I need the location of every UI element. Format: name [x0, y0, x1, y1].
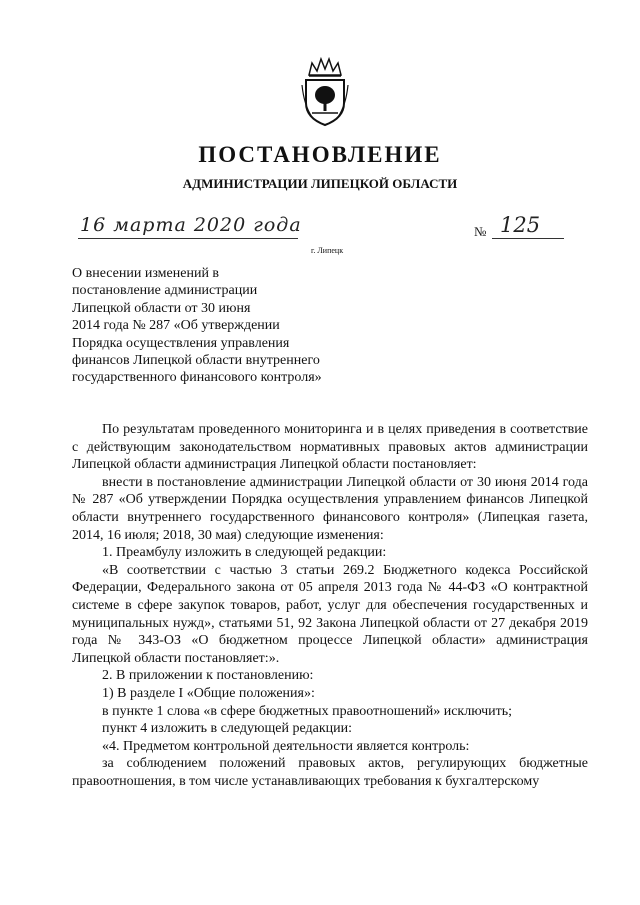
document-body: [72, 421, 588, 790]
subject-block: [72, 265, 342, 387]
body-paragraph: в пункте 1 слова «в сфере бюджетных правоотношений» исключить;: [102, 703, 513, 719]
number-label: №: [474, 224, 487, 239]
body-paragraph: 1. Преамбулу изложить в следующей редакции:: [102, 545, 387, 561]
document-title: ПОСТАНОВЛЕНИЕ: [198, 142, 442, 167]
subject-line: государственного финансового контроля»: [72, 370, 322, 386]
body-paragraph: По результатам проведенного мониторинга и в целях приведения в соответствие с действующим законодательством нормативных правовых актов администрации Липецкой области администрация Липецкой области постановляет:: [72, 422, 588, 473]
body-paragraph: «4. Предметом контрольной деятельности является контроль:: [102, 738, 470, 754]
subject-line: О внесении изменений в: [72, 266, 220, 281]
body-paragraph: за соблюдением положений правовых актов, регулирующих бюджетные правоотношения, в том числе устанавливающих требования к бухгалтерскому: [72, 756, 588, 789]
subject-line: Липецкой области от 30 июня: [72, 300, 251, 316]
subject-line: Порядка осуществления управления: [72, 335, 290, 351]
number-underline: [492, 238, 564, 239]
date-underline: [78, 238, 298, 239]
body-paragraph: «В соответствии с частью 3 статьи 269.2 Бюджетного кодекса Российской Федерации, Федерального закона от 05 апреля 2013 года № 44-ФЗ «О контрактной системе в сфере закупок товаров, работ, услуг для обеспечения государственных и муниципальных нужд», статьями 51, 92 Закона Липецкой области от 27 декабря 2019 года № 343-ОЗ «О бюджетном процессе Липецкой области» администрация Липецкой области постановляет:».: [72, 562, 588, 666]
body-paragraph: 2. В приложении к постановлению:: [102, 668, 314, 684]
subject-line: финансов Липецкой области внутреннего: [72, 353, 320, 369]
body-paragraph: внести в постановление администрации Липецкой области от 30 июня 2014 года № 287 «Об утверждении Порядка осуществления управлением финансов Липецкой области внутреннего государственного финансового контроля» (Липецкая газета, 2014, 16 июля; 2018, 30 мая) следующие изменения:: [72, 474, 588, 543]
handwritten-date: 16 марта 2020 года: [80, 214, 302, 236]
subject-line: 2014 года № 287 «Об утверждении: [72, 318, 280, 334]
body-paragraph: пункт 4 изложить в следующей редакции:: [102, 721, 352, 737]
handwritten-number: 125: [500, 213, 541, 237]
city-label: г. Липецк: [311, 246, 344, 255]
subject-line: постановление администрации: [72, 283, 258, 299]
coat-of-arms-emblem: [300, 55, 350, 127]
body-paragraph: 1) В разделе I «Общие положения»:: [102, 685, 315, 701]
document-subtitle: АДМИНИСТРАЦИИ ЛИПЕЦКОЙ ОБЛАСТИ: [182, 176, 458, 191]
